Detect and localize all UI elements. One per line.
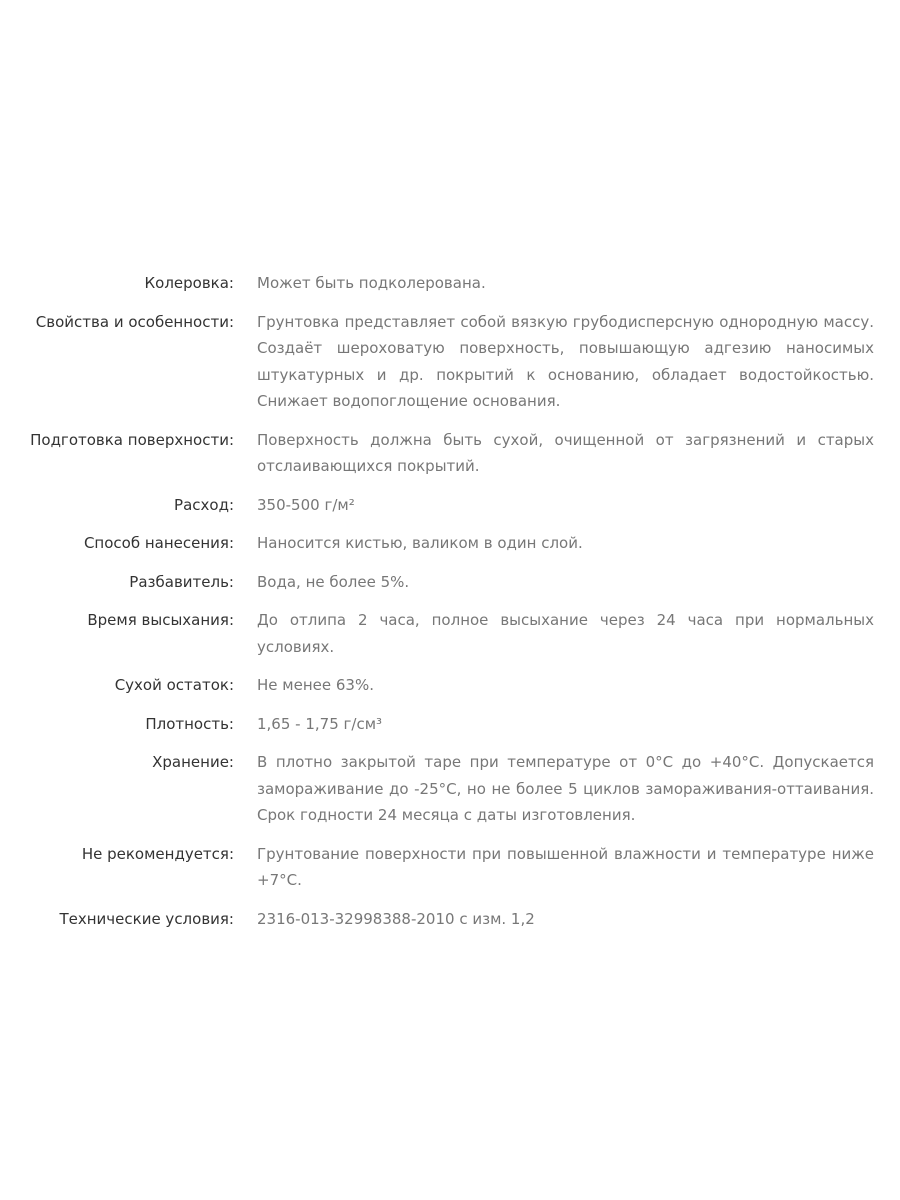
spec-value: 1,65 - 1,75 г/см³ [257,714,383,733]
spec-value: Не менее 63%. [257,676,374,694]
spec-label: Свойства и особенности: [35,312,234,331]
spec-row-technical-conditions [20,906,874,945]
spec-value: До отлипа 2 часа, полное высыхание через 24 часа при нормальных условиях. [257,611,874,656]
spec-label: Расход: [174,495,234,514]
spec-label: Способ нанесения: [83,534,234,552]
spec-row-storage [20,749,874,841]
spec-label: Время высыхания: [87,611,234,629]
spec-row-tinting [20,270,874,309]
spec-row-consumption [20,492,874,531]
spec-row-drying-time [20,607,874,672]
spec-label: Технические условия: [59,909,234,928]
spec-row-thinner [20,569,874,608]
spec-value: Наносится кистью, валиком в один слой. [257,534,583,552]
spec-value: 350-500 г/м² [257,495,355,514]
spec-value: Вода, не более 5%. [257,572,410,591]
spec-label: Хранение: [152,753,234,771]
spec-value: Грунтование поверхности при повышенной влажности и температуре ниже +7°С. [257,844,874,889]
spec-value: В плотно закрытой таре при температуре от 0°С до +40°С. Допускается замораживание до -25°С, но не более 5 циклов замораживания-оттаивания. Срок годности 24 месяца с даты изготовления. [257,753,874,824]
spec-value: Может быть подколерована. [257,274,486,292]
spec-row-application-method [20,530,874,569]
spec-row-dry-residue [20,672,874,711]
spec-label: Колеровка: [144,274,234,292]
spec-label: Плотность: [145,714,234,733]
specifications-table [20,270,874,944]
spec-value: Грунтовка представляет собой вязкую грубодисперсную однородную массу. Создаёт шероховатую поверхность, повышающую адгезию наносимых штукатурных и др. покрытий к основанию, обладает водостойкостью. Снижает водопоглощение основания. [257,312,874,410]
spec-label: Подготовка поверхности: [30,430,234,449]
spec-label: Не рекомендуется: [81,844,234,863]
spec-value: 2316-013-32998388-2010 с изм. 1,2 [257,909,535,928]
spec-row-density [20,711,874,750]
spec-label: Сухой остаток: [114,676,234,694]
spec-row-surface-preparation [20,427,874,492]
spec-label: Разбавитель: [129,572,234,591]
spec-row-not-recommended [20,841,874,906]
spec-row-properties [20,309,874,427]
spec-value: Поверхность должна быть сухой, очищенной от загрязнений и старых отслаивающихся покрытий. [257,430,874,475]
